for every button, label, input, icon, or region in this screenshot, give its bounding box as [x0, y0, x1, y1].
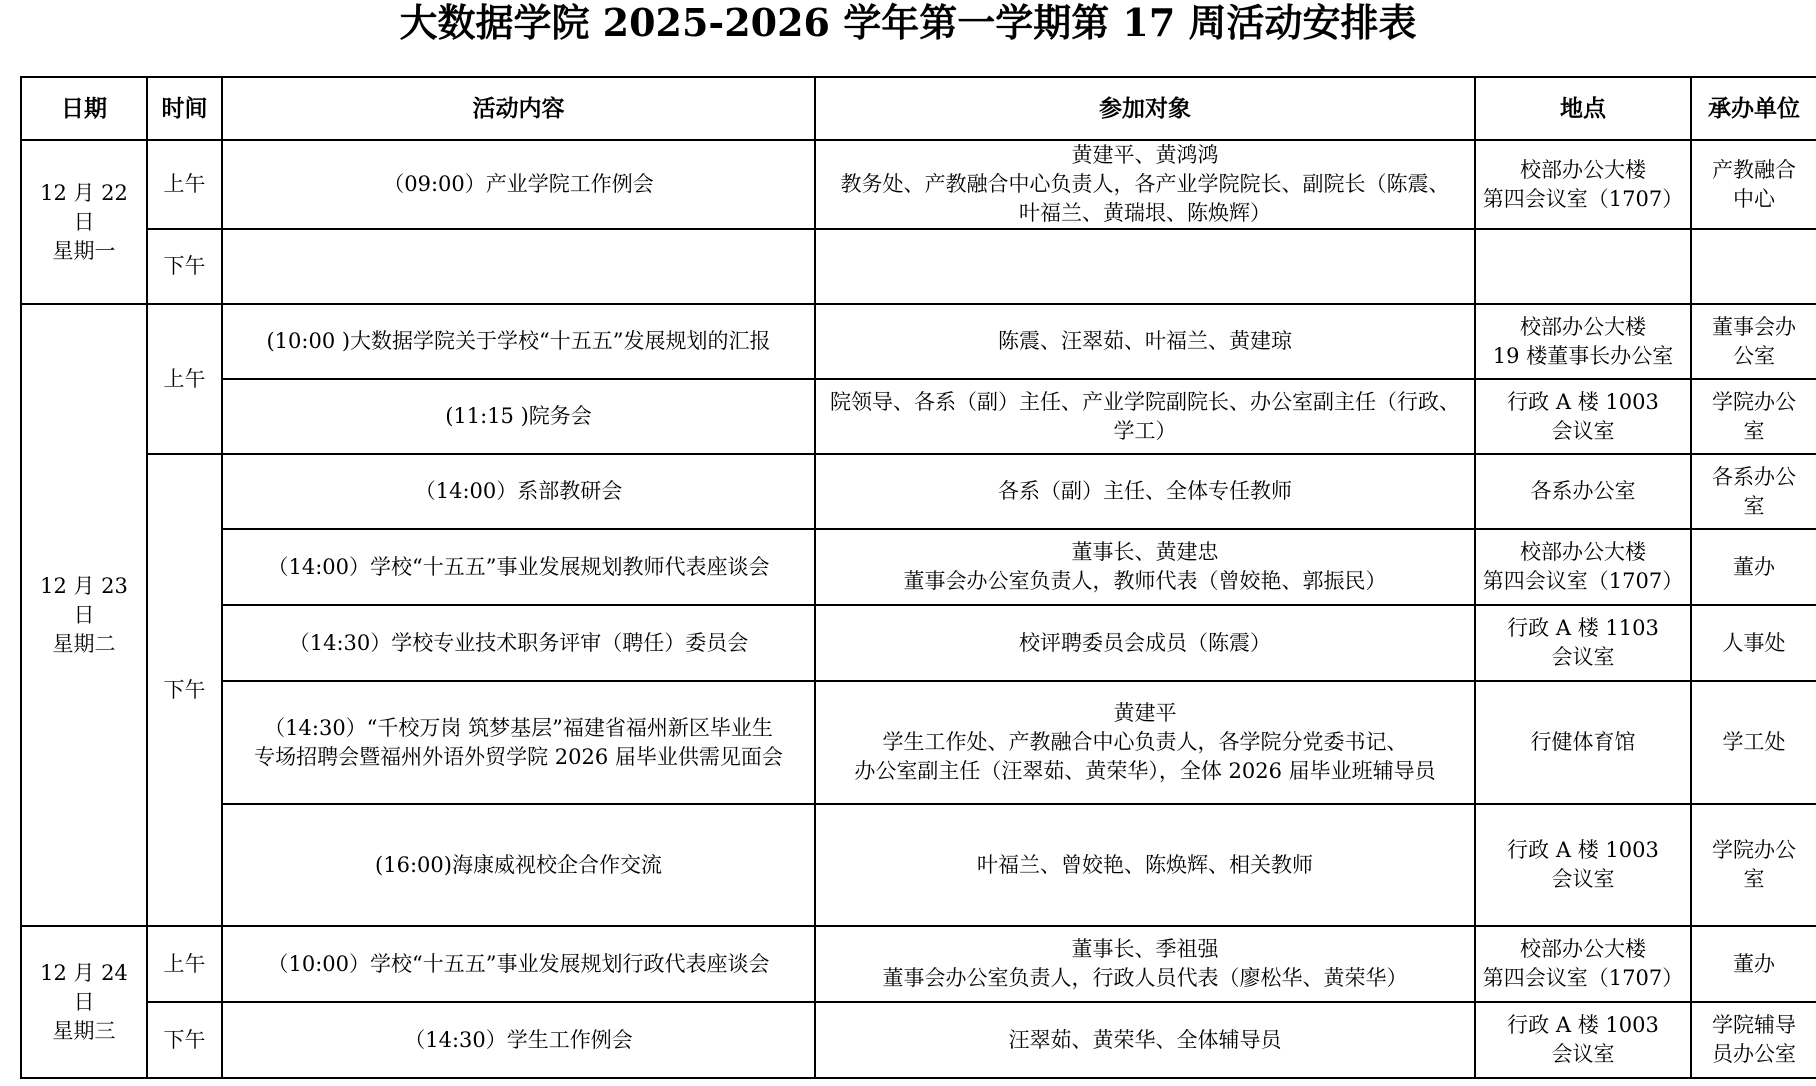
organizer-cell: 各系办公 室: [1691, 454, 1816, 529]
location-cell: 行政 A 楼 1003 会议室: [1475, 379, 1691, 454]
participants-cell: 黄建平 学生工作处、产教融合中心负责人，各学院分党委书记、 办公室副主任（汪翠茹、黄荣华），全体 2026 届毕业班辅导员: [815, 681, 1475, 804]
location-cell: 行政 A 楼 1103 会议室: [1475, 605, 1691, 681]
participants-cell: 黄建平、黄鸿鸿 教务处、产教融合中心负责人，各产业学院院长、副院长（陈震、 叶福兰、黄瑞垠、陈焕辉）: [815, 140, 1475, 229]
table-row: [21, 1002, 1816, 1078]
period-cell: 上午: [147, 304, 222, 454]
header-date: 日期: [21, 77, 147, 140]
content-cell: [222, 229, 815, 304]
header-location: 地点: [1475, 77, 1691, 140]
content-cell: (10:00 )大数据学院关于学校“十五五”发展规划的汇报: [222, 304, 815, 379]
organizer-cell: 人事处: [1691, 605, 1816, 681]
participants-cell: 各系（副）主任、全体专任教师: [815, 454, 1475, 529]
organizer-cell: 董办: [1691, 926, 1816, 1002]
header-time: 时间: [147, 77, 222, 140]
organizer-cell: 学工处: [1691, 681, 1816, 804]
location-cell: 校部办公大楼 第四会议室（1707）: [1475, 529, 1691, 605]
participants-cell: 校评聘委员会成员（陈震）: [815, 605, 1475, 681]
content-cell: （14:30）“千校万岗 筑梦基层”福建省福州新区毕业生 专场招聘会暨福州外语外贸学院 2026 届毕业供需见面会: [222, 681, 815, 804]
participants-cell: 院领导、各系（副）主任、产业学院副院长、办公室副主任（行政、 学工）: [815, 379, 1475, 454]
content-cell: (16:00)海康威视校企合作交流: [222, 804, 815, 926]
period-cell: 下午: [147, 229, 222, 304]
participants-cell: 叶福兰、曾姣艳、陈焕辉、相关教师: [815, 804, 1475, 926]
table-row: [21, 529, 1816, 605]
participants-cell: 汪翠茹、黄荣华、全体辅导员: [815, 1002, 1475, 1078]
location-cell: 行健体育馆: [1475, 681, 1691, 804]
content-cell: (11:15 )院务会: [222, 379, 815, 454]
location-cell: 校部办公大楼 第四会议室（1707）: [1475, 926, 1691, 1002]
participants-cell: [815, 229, 1475, 304]
date-cell: 12 月 22 日 星期一: [21, 140, 147, 304]
period-cell: 上午: [147, 140, 222, 229]
organizer-cell: 董事会办 公室: [1691, 304, 1816, 379]
table-row: [21, 454, 1816, 529]
organizer-cell: 学院办公 室: [1691, 804, 1816, 926]
organizer-cell: 学院辅导 员办公室: [1691, 1002, 1816, 1078]
content-cell: （14:30）学校专业技术职务评审（聘任）委员会: [222, 605, 815, 681]
header-row: [21, 77, 1816, 140]
table-row: [21, 140, 1816, 229]
organizer-cell: 学院办公 室: [1691, 379, 1816, 454]
organizer-cell: 产教融合 中心: [1691, 140, 1816, 229]
date-cell: 12 月 24 日 星期三: [21, 926, 147, 1078]
location-cell: 行政 A 楼 1003 会议室: [1475, 804, 1691, 926]
participants-cell: 陈震、汪翠茹、叶福兰、黄建琼: [815, 304, 1475, 379]
organizer-cell: [1691, 229, 1816, 304]
period-cell: 上午: [147, 926, 222, 1002]
period-cell: 下午: [147, 1002, 222, 1078]
table-row: [21, 681, 1816, 804]
organizer-cell: 董办: [1691, 529, 1816, 605]
location-cell: [1475, 229, 1691, 304]
table-row: [21, 605, 1816, 681]
table-row: [21, 229, 1816, 304]
participants-cell: 董事长、黄建忠 董事会办公室负责人，教师代表（曾姣艳、郭振民）: [815, 529, 1475, 605]
page-title: 大数据学院 2025-2026 学年第一学期第 17 周活动安排表: [399, 0, 1417, 45]
header-content: 活动内容: [222, 77, 815, 140]
table-row: [21, 804, 1816, 926]
header-organizer: 承办单位: [1691, 77, 1816, 140]
table-row: [21, 926, 1816, 1002]
location-cell: 校部办公大楼 19 楼董事长办公室: [1475, 304, 1691, 379]
participants-cell: 董事长、季祖强 董事会办公室负责人，行政人员代表（廖松华、黄荣华）: [815, 926, 1475, 1002]
date-cell: 12 月 23 日 星期二: [21, 304, 147, 926]
table-row: [21, 304, 1816, 379]
content-cell: （09:00）产业学院工作例会: [222, 140, 815, 229]
location-cell: 行政 A 楼 1003 会议室: [1475, 1002, 1691, 1078]
header-participants: 参加对象: [815, 77, 1475, 140]
schedule-table: [20, 76, 1816, 1079]
period-cell: 下午: [147, 454, 222, 926]
content-cell: （14:00）学校“十五五”事业发展规划教师代表座谈会: [222, 529, 815, 605]
content-cell: （14:30）学生工作例会: [222, 1002, 815, 1078]
location-cell: 校部办公大楼 第四会议室（1707）: [1475, 140, 1691, 229]
content-cell: （14:00）系部教研会: [222, 454, 815, 529]
table-row: [21, 379, 1816, 454]
location-cell: 各系办公室: [1475, 454, 1691, 529]
content-cell: （10:00）学校“十五五”事业发展规划行政代表座谈会: [222, 926, 815, 1002]
